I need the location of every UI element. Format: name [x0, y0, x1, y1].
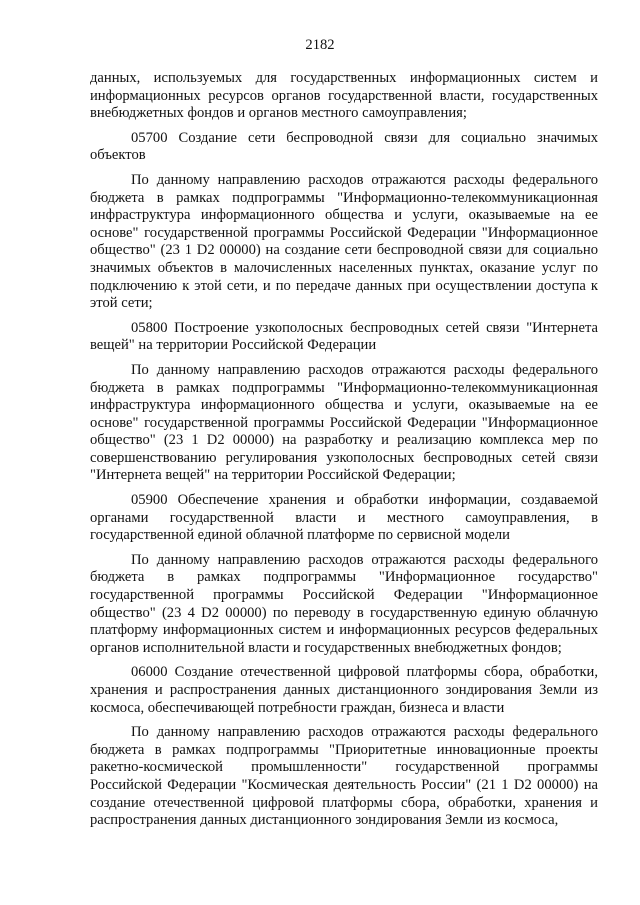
paragraph-05700-description: По данному направлению расходов отражаются расходы федерального бюджета в рамках подпрограммы "Информационно-телекоммуникационная инфраструктура информационного общества и услуги, оказываемые на ее основе" государственной программы Российской Федерации "Информационное общество" (23 1 D2 00000) на создание сети беспроводной связи для социально значимых объектов в малочисленных населенных пунктах, оказание услуг по подключению к этой сети, и по передаче данных при осуществлении доступа к этой сети; [90, 171, 598, 312]
paragraph-continuation: данных, используемых для государственных информационных систем и информационных ресурсов органов государственной власти, государственных внебюджетных фондов и органов местного самоуправления; [90, 70, 598, 122]
paragraph-05800-description: По данному направлению расходов отражаются расходы федерального бюджета в рамках подпрограммы "Информационно-телекоммуникационная инфраструктура информационного общества и услуги, оказываемые на ее основе" государственной программы Российской Федерации "Информационное общество" (23 1 D2 00000) на разработку и реализацию комплекса мер по совершенствованию регулирования узкополосных беспроводных сетей связи "Интернета вещей" на территории Российской Федерации; [90, 361, 598, 484]
section-heading-06000: 06000 Создание отечественной цифровой платформы сбора, обработки, хранения и распространения данных дистанционного зондирования Земли из космоса, обеспечивающей потребности граждан, бизнеса и власти [90, 664, 598, 716]
paragraph-05900-description: По данному направлению расходов отражаются расходы федерального бюджета в рамках подпрограммы "Информационное государство" государственной программы Российской Федерации "Информационное общество" (23 4 D2 00000) по переводу в государственную единую облачную платформу информационных систем и информационных ресурсов федеральных органов исполнительной власти и государственных внебюджетных фондов; [90, 551, 598, 656]
section-heading-05900: 05900 Обеспечение хранения и обработки информации, создаваемой органами государственной власти и местного самоуправления, в государственной единой облачной платформе по сервисной модели [90, 492, 598, 544]
section-heading-05700: 05700 Создание сети беспроводной связи для социально значимых объектов [90, 129, 598, 164]
paragraph-06000-description: По данному направлению расходов отражаются расходы федерального бюджета в рамках подпрограммы "Приоритетные инновационные проекты ракетно-космической промышленности" государственной программы Российской Федерации "Космическая деятельность России" (21 1 D2 00000) на создание отечественной цифровой платформы сбора, обработки, хранения и распространения данных дистанционного зондирования Земли из космоса, [90, 724, 598, 829]
page-number: 2182 [305, 37, 335, 53]
section-heading-05800: 05800 Построение узкополосных беспроводных сетей связи "Интернета вещей" на территории Российской Федерации [90, 319, 598, 354]
document-body [90, 70, 598, 830]
